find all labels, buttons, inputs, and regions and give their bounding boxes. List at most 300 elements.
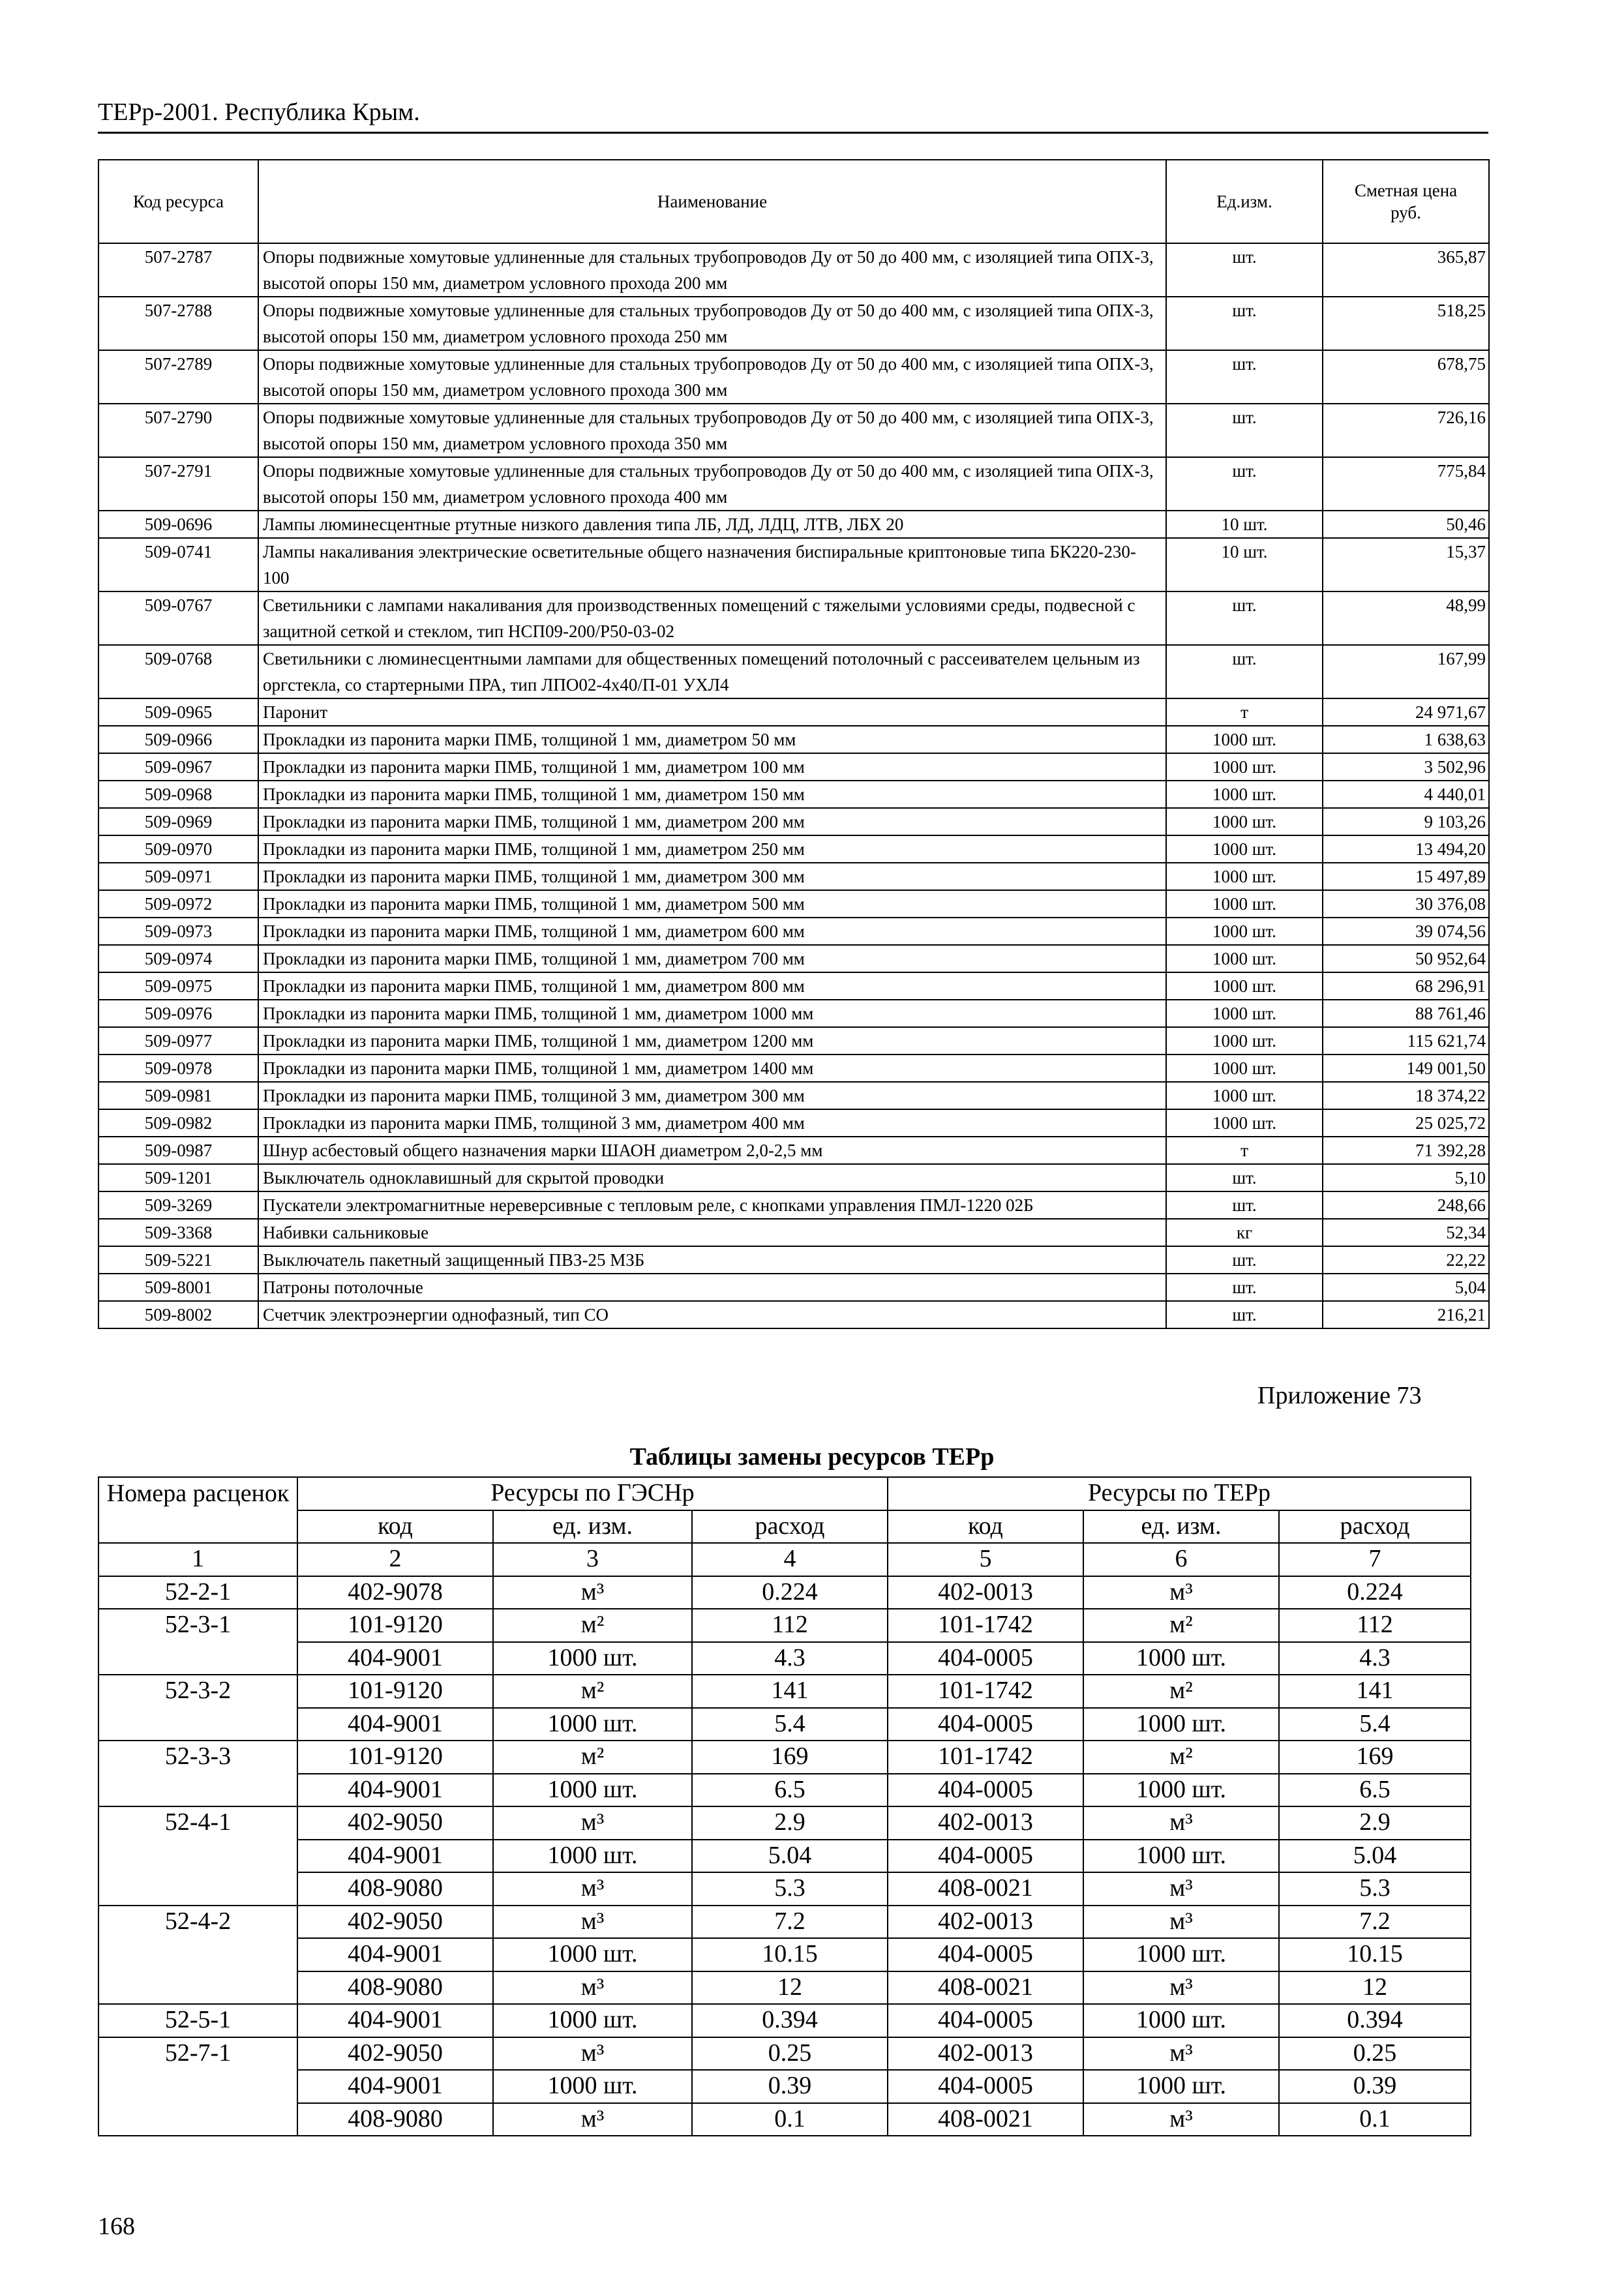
resource-name: Прокладки из паронита марки ПМБ, толщиной 1 мм, диаметром 250 мм [258,835,1166,863]
resource-code: 509-0967 [98,753,258,781]
replacement-row [98,1675,1471,1708]
table-row [98,1219,1489,1246]
ter-qty: 112 [1279,1609,1471,1642]
table-row [98,1274,1489,1301]
replacement-row [98,1609,1471,1642]
ter-qty: 5.3 [1279,1872,1471,1906]
ter-code: 408-0021 [888,1971,1083,2005]
gesn-code: 402-9050 [297,1906,493,1939]
ter-code: 404-0005 [888,1708,1083,1741]
table-row [98,753,1489,781]
resource-price: 1 638,63 [1323,726,1489,753]
resource-unit: шт. [1166,297,1323,350]
gesn-code: 408-9080 [297,1872,493,1906]
resource-unit: 1000 шт. [1166,726,1323,753]
ter-qty: 0.224 [1279,1576,1471,1609]
replacement-row [98,1576,1471,1609]
gesn-unit: м³ [493,2103,692,2136]
ter-unit: м³ [1083,2037,1279,2071]
resource-price: 18 374,22 [1323,1082,1489,1109]
gesn-unit: м³ [493,1806,692,1840]
ter-code: 404-0005 [888,2004,1083,2037]
table-row [98,1137,1489,1164]
resource-unit: шт. [1166,1274,1323,1301]
resource-price: 50 952,64 [1323,945,1489,972]
ter-code: 404-0005 [888,1938,1083,1971]
ter-unit: 1000 шт. [1083,1774,1279,1807]
resource-price: 71 392,28 [1323,1137,1489,1164]
resource-unit: шт. [1166,1191,1323,1219]
resource-price: 248,66 [1323,1191,1489,1219]
ter-code: 404-0005 [888,2070,1083,2103]
ter-code: 402-0013 [888,1806,1083,1840]
ter-qty: 5.4 [1279,1708,1471,1741]
resource-price: 365,87 [1323,243,1489,297]
resource-unit: шт. [1166,645,1323,698]
ter-unit: 1000 шт. [1083,2070,1279,2103]
table-row [98,1164,1489,1191]
resource-name: Прокладки из паронита марки ПМБ, толщиной 1 мм, диаметром 50 мм [258,726,1166,753]
gesn-unit: 1000 шт. [493,2004,692,2037]
resource-name: Опоры подвижные хомутовые удлиненные для стальных трубопроводов Ду от 50 до 400 мм, с изоляцией типа ОПХ-3, высотой опоры 150 мм, диаметром условного прохода 200 мм [258,243,1166,297]
resource-price: 88 761,46 [1323,1000,1489,1027]
header-price: Сметная цена руб. [1323,160,1489,243]
table-row [98,918,1489,945]
ter-qty: 141 [1279,1675,1471,1708]
resource-name: Патроны потолочные [258,1274,1166,1301]
resource-price: 50,46 [1323,511,1489,538]
ter-qty: 2.9 [1279,1806,1471,1840]
resource-unit: 1000 шт. [1166,945,1323,972]
resource-name: Прокладки из паронита марки ПМБ, толщиной 1 мм, диаметром 1400 мм [258,1055,1166,1082]
ter-code: 101-1742 [888,1741,1083,1774]
header-code: Код ресурса [98,160,258,243]
ter-unit: м³ [1083,1872,1279,1906]
table-row [98,1246,1489,1274]
rate-number: 52-2-1 [98,1576,297,1609]
table-row [98,808,1489,835]
gesn-unit: 1000 шт. [493,2070,692,2103]
gesn-qty: 5.3 [692,1872,888,1906]
header-rate-numbers: Номера расценок [98,1477,297,1543]
gesn-unit: м² [493,1675,692,1708]
rate-number: 52-4-1 [98,1806,297,1906]
table-row [98,404,1489,457]
gesn-code: 404-9001 [297,2004,493,2037]
gesn-code: 404-9001 [297,1774,493,1807]
resource-price: 5,10 [1323,1164,1489,1191]
resource-name: Прокладки из паронита марки ПМБ, толщиной 1 мм, диаметром 1000 мм [258,1000,1166,1027]
resource-code: 509-0966 [98,726,258,753]
rate-number: 52-7-1 [98,2037,297,2136]
replacement-header-row-2 [98,1510,1471,1544]
resource-code: 509-0968 [98,781,258,808]
gesn-code: 402-9050 [297,1806,493,1840]
table-row [98,1082,1489,1109]
resource-name: Опоры подвижные хомутовые удлиненные для стальных трубопроводов Ду от 50 до 400 мм, с изоляцией типа ОПХ-3, высотой опоры 150 мм, диаметром условного прохода 400 мм [258,457,1166,511]
resource-unit: 1000 шт. [1166,890,1323,918]
table-row [98,726,1489,753]
ter-unit: м³ [1083,1906,1279,1939]
table-row [98,511,1489,538]
resource-price: 24 971,67 [1323,698,1489,726]
resource-unit: т [1166,1137,1323,1164]
replacement-row [98,1806,1471,1840]
table-row [98,1301,1489,1328]
ter-qty: 0.394 [1279,2004,1471,2037]
resource-code: 509-0969 [98,808,258,835]
ter-qty: 0.39 [1279,2070,1471,2103]
gesn-code: 404-9001 [297,1938,493,1971]
gesn-unit: 1000 шт. [493,1642,692,1675]
header-ter-consumption: расход [1279,1510,1471,1544]
gesn-qty: 0.394 [692,2004,888,2037]
ter-unit: м³ [1083,1576,1279,1609]
resource-price: 5,04 [1323,1274,1489,1301]
gesn-code: 404-9001 [297,1642,493,1675]
resource-name: Прокладки из паронита марки ПМБ, толщиной 3 мм, диаметром 400 мм [258,1109,1166,1137]
header-ter-unit: ед. изм. [1083,1510,1279,1544]
gesn-code: 402-9050 [297,2037,493,2071]
resource-price: 678,75 [1323,350,1489,404]
resource-code: 509-0978 [98,1055,258,1082]
resource-unit: 1000 шт. [1166,753,1323,781]
header-ter-code: код [888,1510,1083,1544]
ter-unit: 1000 шт. [1083,1840,1279,1873]
resource-unit: шт. [1166,591,1323,645]
table-row [98,1000,1489,1027]
table-row [98,297,1489,350]
replacement-row [98,2103,1471,2136]
gesn-qty: 5.04 [692,1840,888,1873]
gesn-code: 402-9078 [297,1576,493,1609]
table-row [98,972,1489,1000]
resource-unit: 1000 шт. [1166,1055,1323,1082]
table-row [98,591,1489,645]
replacement-row [98,1840,1471,1873]
ter-qty: 0.25 [1279,2037,1471,2071]
ter-code: 402-0013 [888,1576,1083,1609]
table-row [98,781,1489,808]
page-header-title: ТЕРр-2001. Республика Крым. [98,98,420,126]
ter-code: 101-1742 [888,1609,1083,1642]
resource-name: Светильники с лампами накаливания для производственных помещений с тяжелыми условиями среды, подвесной с защитной сеткой и стеклом, тип НСП09-200/Р50-03-02 [258,591,1166,645]
column-number: 2 [297,1543,493,1576]
replacement-table-title: Таблицы замены ресурсов ТЕРр [629,1443,995,1471]
resource-code: 509-0982 [98,1109,258,1137]
ter-qty: 4.3 [1279,1642,1471,1675]
resource-unit: 10 шт. [1166,511,1323,538]
table-row [98,945,1489,972]
gesn-unit: м² [493,1741,692,1774]
resource-name: Прокладки из паронита марки ПМБ, толщиной 1 мм, диаметром 100 мм [258,753,1166,781]
gesn-code: 404-9001 [297,2070,493,2103]
rate-number: 52-3-2 [98,1675,297,1741]
gesn-unit: м³ [493,1906,692,1939]
replacement-table [98,1476,1471,2136]
column-number-row [98,1543,1471,1576]
header-rule [98,132,1488,134]
gesn-unit: 1000 шт. [493,1708,692,1741]
resource-name: Прокладки из паронита марки ПМБ, толщиной 1 мм, диаметром 600 мм [258,918,1166,945]
resource-unit: шт. [1166,1164,1323,1191]
ter-qty: 5.04 [1279,1840,1471,1873]
gesn-unit: м³ [493,1872,692,1906]
ter-code: 408-0021 [888,2103,1083,2136]
gesn-code: 408-9080 [297,2103,493,2136]
replacement-row [98,1872,1471,1906]
column-number: 6 [1083,1543,1279,1576]
table-row [98,243,1489,297]
resource-code: 509-0975 [98,972,258,1000]
resource-unit: шт. [1166,404,1323,457]
replacement-row [98,2037,1471,2071]
resource-name: Шнур асбестовый общего назначения марки ШАОН диаметром 2,0-2,5 мм [258,1137,1166,1164]
resource-name: Светильники с люминесцентными лампами для общественных помещений потолочный с рассеивателем цельным из оргстекла, со стартерными ПРА, тип ЛПО02-4х40/П-01 УХЛ4 [258,645,1166,698]
appendix-label: Приложение 73 [1257,1382,1422,1409]
resource-code: 509-0965 [98,698,258,726]
price-table-body [98,243,1489,1328]
resource-code: 507-2790 [98,404,258,457]
resource-price: 39 074,56 [1323,918,1489,945]
rate-number: 52-4-2 [98,1906,297,2005]
resource-unit: 1000 шт. [1166,1109,1323,1137]
gesn-unit: 1000 шт. [493,1774,692,1807]
resource-name: Прокладки из паронита марки ПМБ, толщиной 1 мм, диаметром 700 мм [258,945,1166,972]
resource-code: 509-1201 [98,1164,258,1191]
ter-unit: 1000 шт. [1083,2004,1279,2037]
gesn-unit: 1000 шт. [493,1938,692,1971]
resource-code: 509-0981 [98,1082,258,1109]
table-row [98,538,1489,591]
replacement-row [98,1971,1471,2005]
replacement-table-body [98,1477,1471,2136]
replacement-row [98,2070,1471,2103]
resource-price: 52,34 [1323,1219,1489,1246]
resource-code: 509-0976 [98,1000,258,1027]
gesn-code: 404-9001 [297,1840,493,1873]
resource-price: 775,84 [1323,457,1489,511]
replacement-row [98,2004,1471,2037]
resource-price: 167,99 [1323,645,1489,698]
resource-price: 13 494,20 [1323,835,1489,863]
gesn-qty: 5.4 [692,1708,888,1741]
resource-unit: т [1166,698,1323,726]
column-number: 7 [1279,1543,1471,1576]
resource-price: 15,37 [1323,538,1489,591]
resource-unit: шт. [1166,350,1323,404]
ter-unit: м³ [1083,1806,1279,1840]
ter-qty: 12 [1279,1971,1471,2005]
resource-price: 3 502,96 [1323,753,1489,781]
gesn-qty: 169 [692,1741,888,1774]
resource-name: Опоры подвижные хомутовые удлиненные для стальных трубопроводов Ду от 50 до 400 мм, с изоляцией типа ОПХ-3, высотой опоры 150 мм, диаметром условного прохода 300 мм [258,350,1166,404]
gesn-qty: 0.1 [692,2103,888,2136]
column-number: 5 [888,1543,1083,1576]
header-gesn-group: Ресурсы по ГЭСНр [297,1477,888,1510]
resource-name: Паронит [258,698,1166,726]
resource-name: Прокладки из паронита марки ПМБ, толщиной 1 мм, диаметром 200 мм [258,808,1166,835]
rate-number: 52-3-1 [98,1609,297,1675]
ter-unit: м² [1083,1741,1279,1774]
replacement-row [98,1708,1471,1741]
replacement-row [98,1741,1471,1774]
ter-code: 404-0005 [888,1642,1083,1675]
resource-name: Опоры подвижные хомутовые удлиненные для стальных трубопроводов Ду от 50 до 400 мм, с изоляцией типа ОПХ-3, высотой опоры 150 мм, диаметром условного прохода 250 мм [258,297,1166,350]
resource-unit: 10 шт. [1166,538,1323,591]
header-name: Наименование [258,160,1166,243]
resource-unit: шт. [1166,457,1323,511]
resource-unit: 1000 шт. [1166,918,1323,945]
resource-name: Прокладки из паронита марки ПМБ, толщиной 1 мм, диаметром 500 мм [258,890,1166,918]
table-row [98,863,1489,890]
resource-unit: 1000 шт. [1166,1082,1323,1109]
gesn-code: 101-9120 [297,1741,493,1774]
ter-unit: м² [1083,1675,1279,1708]
resource-price: 68 296,91 [1323,972,1489,1000]
header-gesn-consumption: расход [692,1510,888,1544]
resource-unit: кг [1166,1219,1323,1246]
gesn-code: 408-9080 [297,1971,493,2005]
resource-unit: 1000 шт. [1166,972,1323,1000]
ter-code: 402-0013 [888,1906,1083,1939]
ter-code: 402-0013 [888,2037,1083,2071]
price-table-header-row [98,160,1489,243]
resource-unit: шт. [1166,1301,1323,1328]
resource-unit: шт. [1166,1246,1323,1274]
ter-qty: 7.2 [1279,1906,1471,1939]
resource-code: 509-0768 [98,645,258,698]
resource-name: Лампы люминесцентные ртутные низкого давления типа ЛБ, ЛД, ЛДЦ, ЛТВ, ЛБХ 20 [258,511,1166,538]
resource-unit: 1000 шт. [1166,1000,1323,1027]
resource-code: 509-3269 [98,1191,258,1219]
table-row [98,1109,1489,1137]
resource-unit: 1000 шт. [1166,1027,1323,1055]
resource-price: 216,21 [1323,1301,1489,1328]
resource-code: 509-0974 [98,945,258,972]
resource-price: 48,99 [1323,591,1489,645]
header-ter-group: Ресурсы по ТЕРр [888,1477,1471,1510]
header-unit: Ед.изм. [1166,160,1323,243]
column-number: 4 [692,1543,888,1576]
resource-name: Прокладки из паронита марки ПМБ, толщиной 1 мм, диаметром 800 мм [258,972,1166,1000]
gesn-qty: 7.2 [692,1906,888,1939]
ter-code: 404-0005 [888,1840,1083,1873]
resource-name: Прокладки из паронита марки ПМБ, толщиной 3 мм, диаметром 300 мм [258,1082,1166,1109]
ter-unit: м³ [1083,2103,1279,2136]
gesn-qty: 0.39 [692,2070,888,2103]
resource-name: Опоры подвижные хомутовые удлиненные для стальных трубопроводов Ду от 50 до 400 мм, с изоляцией типа ОПХ-3, высотой опоры 150 мм, диаметром условного прохода 350 мм [258,404,1166,457]
replacement-row [98,1774,1471,1807]
resource-name: Счетчик электроэнергии однофазный, тип СО [258,1301,1166,1328]
resource-name: Выключатель пакетный защищенный ПВЗ-25 МЗБ [258,1246,1166,1274]
resource-name: Прокладки из паронита марки ПМБ, толщиной 1 мм, диаметром 300 мм [258,863,1166,890]
table-row [98,1027,1489,1055]
table-row [98,698,1489,726]
resource-price: 30 376,08 [1323,890,1489,918]
resource-price: 115 621,74 [1323,1027,1489,1055]
resource-price: 9 103,26 [1323,808,1489,835]
resource-code: 507-2791 [98,457,258,511]
resource-price: 4 440,01 [1323,781,1489,808]
resource-code: 509-0696 [98,511,258,538]
table-row [98,1191,1489,1219]
resource-name: Прокладки из паронита марки ПМБ, толщиной 1 мм, диаметром 150 мм [258,781,1166,808]
resource-price: 15 497,89 [1323,863,1489,890]
ter-qty: 10.15 [1279,1938,1471,1971]
replacement-row [98,1906,1471,1939]
ter-qty: 6.5 [1279,1774,1471,1807]
resource-name: Выключатель одноклавишный для скрытой проводки [258,1164,1166,1191]
gesn-qty: 12 [692,1971,888,2005]
resource-code: 507-2787 [98,243,258,297]
table-row [98,835,1489,863]
resource-code: 509-0977 [98,1027,258,1055]
ter-code: 101-1742 [888,1675,1083,1708]
header-gesn-code: код [297,1510,493,1544]
gesn-qty: 0.224 [692,1576,888,1609]
rate-number: 52-5-1 [98,2004,297,2037]
table-row [98,890,1489,918]
resource-name: Набивки сальниковые [258,1219,1166,1246]
resource-unit: шт. [1166,243,1323,297]
gesn-unit: м² [493,1609,692,1642]
resource-code: 509-8001 [98,1274,258,1301]
column-number: 3 [493,1543,692,1576]
ter-code: 408-0021 [888,1872,1083,1906]
resource-name: Прокладки из паронита марки ПМБ, толщиной 1 мм, диаметром 1200 мм [258,1027,1166,1055]
gesn-code: 101-9120 [297,1609,493,1642]
resource-price: 149 001,50 [1323,1055,1489,1082]
table-row [98,457,1489,511]
resource-name: Пускатели электромагнитные нереверсивные с тепловым реле, с кнопками управления ПМЛ-1220 02Б [258,1191,1166,1219]
resource-price: 726,16 [1323,404,1489,457]
resource-unit: 1000 шт. [1166,835,1323,863]
resource-code: 509-0971 [98,863,258,890]
resource-price: 518,25 [1323,297,1489,350]
ter-unit: 1000 шт. [1083,1708,1279,1741]
resource-code: 509-0767 [98,591,258,645]
resource-code: 509-0741 [98,538,258,591]
resource-price: 25 025,72 [1323,1109,1489,1137]
ter-code: 404-0005 [888,1774,1083,1807]
gesn-qty: 10.15 [692,1938,888,1971]
resource-code: 509-0987 [98,1137,258,1164]
ter-unit: м² [1083,1609,1279,1642]
gesn-qty: 6.5 [692,1774,888,1807]
page-number: 168 [98,2213,135,2240]
ter-unit: 1000 шт. [1083,1938,1279,1971]
resource-code: 509-8002 [98,1301,258,1328]
resource-code: 509-3368 [98,1219,258,1246]
rate-number: 52-3-3 [98,1741,297,1806]
resource-code: 509-0972 [98,890,258,918]
ter-qty: 0.1 [1279,2103,1471,2136]
replacement-row [98,1642,1471,1675]
gesn-qty: 2.9 [692,1806,888,1840]
ter-unit: 1000 шт. [1083,1642,1279,1675]
gesn-unit: 1000 шт. [493,1840,692,1873]
gesn-qty: 0.25 [692,2037,888,2071]
gesn-qty: 112 [692,1609,888,1642]
gesn-unit: м³ [493,1576,692,1609]
ter-qty: 169 [1279,1741,1471,1774]
replacement-row [98,1938,1471,1971]
gesn-qty: 141 [692,1675,888,1708]
gesn-code: 101-9120 [297,1675,493,1708]
resource-code: 509-5221 [98,1246,258,1274]
resource-code: 507-2788 [98,297,258,350]
